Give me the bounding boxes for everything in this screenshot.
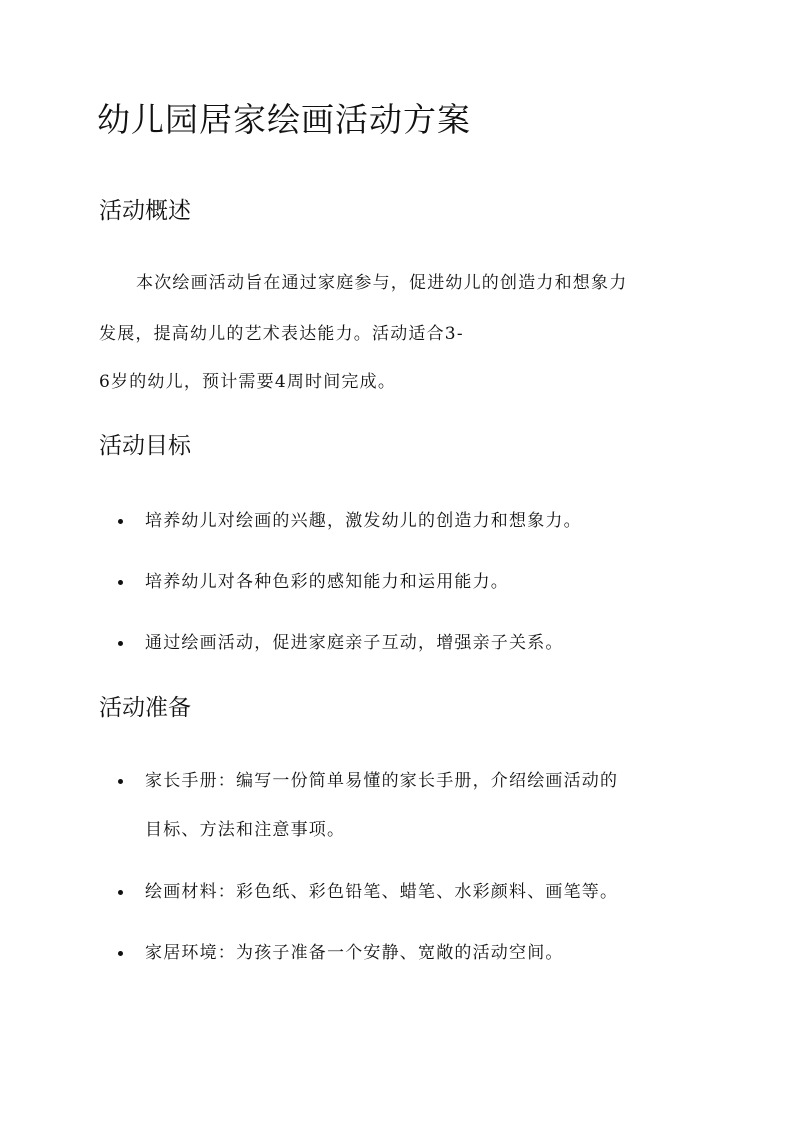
list-item-text: 培养幼儿对绘画的兴趣，激发幼儿的创造力和想象力。 (145, 511, 582, 531)
list-item-text: 家长手册：编写一份简单易懂的家长手册，介绍绘画活动的 (145, 771, 619, 791)
section-heading-preparation: 活动准备 (99, 695, 191, 721)
section-heading-goals: 活动目标 (99, 433, 191, 459)
bullet-dot-icon (118, 951, 123, 956)
list-item-text: 绘画材料：彩色纸、彩色铅笔、蜡笔、水彩颜料、画笔等。 (145, 882, 619, 902)
bullet-dot-icon (118, 890, 123, 895)
document-title: 幼儿园居家绘画活动方案 (97, 100, 471, 139)
overview-paragraph-line: 6岁的幼儿，预计需要4周时间完成。 (99, 372, 397, 392)
overview-paragraph-line: 发展，提高幼儿的艺术表达能力。活动适合3- (99, 324, 464, 344)
bullet-dot-icon (118, 519, 123, 524)
bullet-dot-icon (118, 580, 123, 585)
list-item-text: 通过绘画活动，促进家庭亲子互动，增强亲子关系。 (145, 633, 564, 653)
bullet-dot-icon (118, 641, 123, 646)
list-item-text-continued: 目标、方法和注意事项。 (145, 820, 346, 840)
list-item-text: 家居环境：为孩子准备一个安静、宽敞的活动空间。 (145, 943, 564, 963)
bullet-dot-icon (118, 779, 123, 784)
list-item-text: 培养幼儿对各种色彩的感知能力和运用能力。 (145, 572, 509, 592)
overview-paragraph-line: 本次绘画活动旨在通过家庭参与，促进幼儿的创造力和想象力 (136, 273, 628, 293)
section-heading-overview: 活动概述 (99, 198, 191, 224)
